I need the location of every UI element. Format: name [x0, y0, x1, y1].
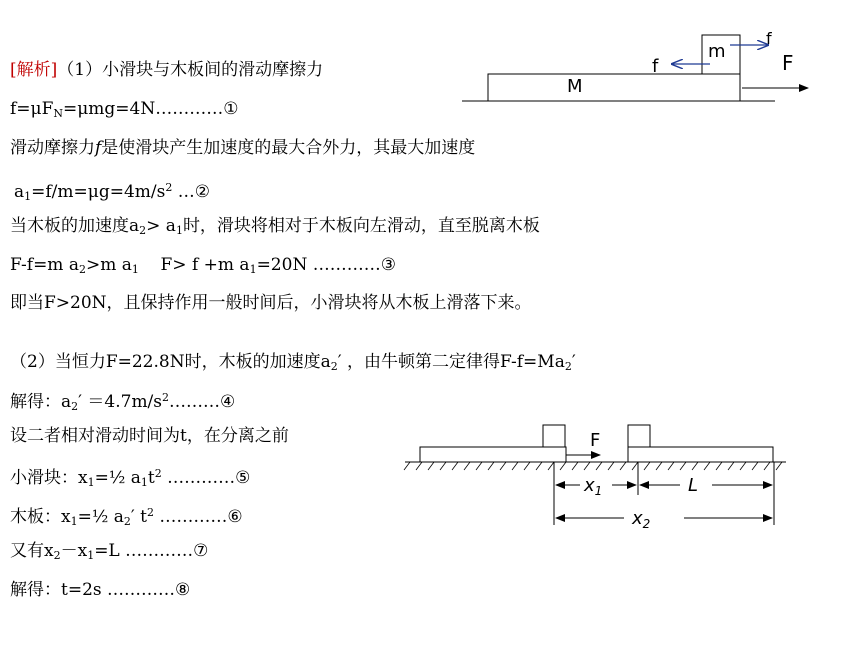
board-label: M	[567, 76, 583, 97]
x1-label: $x_1$	[584, 475, 603, 498]
block-final	[628, 425, 650, 447]
line-eq-2: $a_1=f/m=\mu g=4m/s^2$ …②	[14, 181, 210, 203]
line-part2: （2）当恒力F=22.8N时，木板的加速度$a_2'$ ，由牛顿第二定律得$F-f=Ma_2'$	[10, 352, 576, 373]
board-M	[488, 74, 740, 101]
separation-diagram	[404, 425, 786, 531]
x2-label: $x_2$	[632, 508, 651, 531]
line-friction-desc: 滑动摩擦力f是使滑块产生加速度的最大合外力，其最大加速度	[10, 138, 476, 158]
friction-left-label: f	[652, 56, 659, 77]
analysis-tag: [解析]	[10, 60, 58, 80]
line-assume-time: 设二者相对滑动时间为t，在分离之前	[10, 426, 289, 446]
line-analysis-heading: [解析]（1）小滑块与木板间的滑动摩擦力	[10, 60, 324, 80]
block-label: m	[708, 41, 726, 62]
line-eq-3: F-f=m $a_2>m$ $a_1$ F> f +m $a_1=20N$ …………③	[10, 255, 396, 276]
line-eq-5: 小滑块：$x_1=\frac{1}{2}$ $a_1t^2$ …………⑤	[10, 467, 251, 489]
force-label-2: F	[590, 430, 601, 451]
line-condition: 当木板的加速度$a_2> a_1$时，滑块将相对于木板向左滑动，直至脱离木板	[10, 216, 540, 237]
line-eq-4: 解得：$a_2'$ $=4.7m/s^2\dots\dots\dots ④$	[10, 391, 236, 413]
line-eq-1: $f=\mu F_N=\mu mg=4N\dots\dots\dots\dots ①$	[10, 99, 239, 120]
L-label: L	[688, 475, 699, 496]
force-label: F	[782, 51, 794, 75]
line-eq-7: 又有$x_2-x_1=L$ …………⑦	[10, 541, 209, 562]
friction-right-label: f	[766, 29, 772, 48]
board-initial	[420, 447, 566, 462]
block-initial	[543, 425, 565, 447]
board-final	[628, 447, 773, 462]
line-eq-8: 解得：t=2s …………⑧	[10, 580, 191, 600]
line-eq-6: 木板：$x_1=\frac{1}{2}$ $a_2'$ $t^2$ …………⑥	[10, 506, 243, 528]
line-conclusion-1: 即当F>20N，且保持作用一般时间后，小滑块将从木板上滑落下来。	[10, 293, 532, 313]
